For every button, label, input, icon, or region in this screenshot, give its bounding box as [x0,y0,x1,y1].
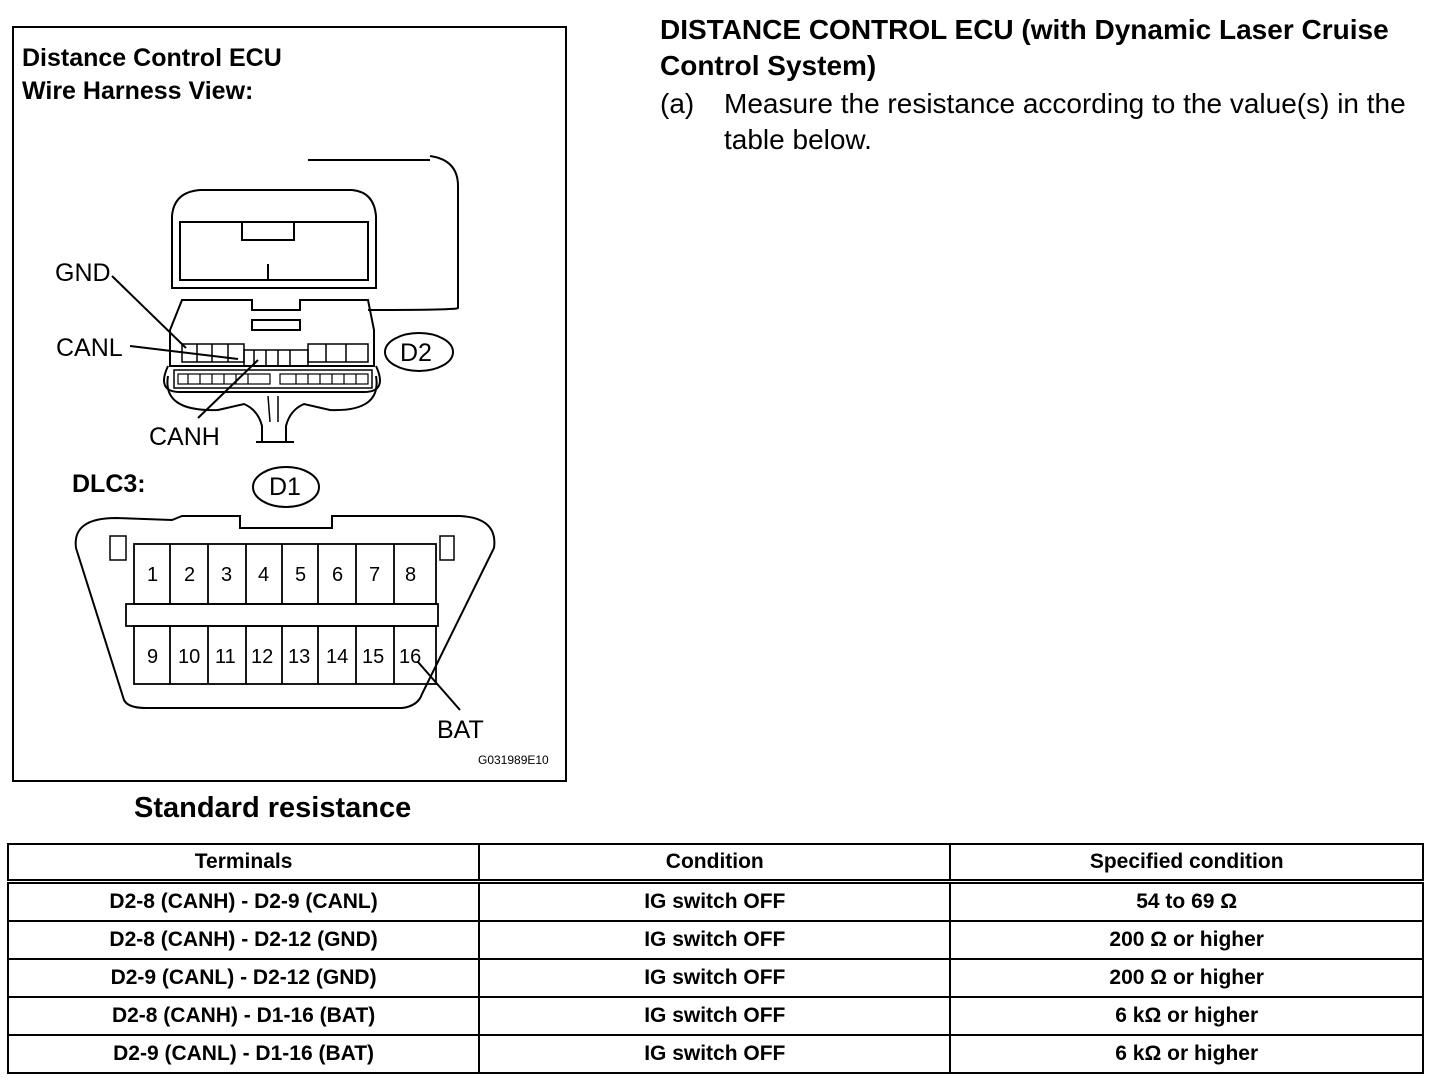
pin-7: 7 [369,564,381,586]
table-row [8,1035,1423,1073]
cell-specified: 6 kΩ or higher [950,997,1423,1035]
section-heading: DISTANCE CONTROL ECU (with Dynamic Laser Cruise Control System) [660,14,1389,81]
figure-title-line2: Wire Harness View: [22,77,254,105]
pin-8: 8 [405,564,417,586]
canh-label: CANH [149,423,220,451]
cell-terminals: D2-8 (CANH) - D2-9 (CANL) [8,882,479,922]
cell-condition: IG switch OFF [479,921,950,959]
pin-4: 4 [258,564,270,586]
header-specified-condition: Specified condition [950,844,1423,882]
pin-1: 1 [147,564,159,586]
cell-specified: 6 kΩ or higher [950,1035,1423,1073]
canl-leader [130,346,238,359]
pin-13: 13 [288,646,311,668]
table-row [8,959,1423,997]
pin-15: 15 [362,646,385,668]
d1-label: D1 [269,473,301,501]
cell-terminals: D2-9 (CANL) - D2-12 (GND) [8,959,479,997]
pin-12: 12 [251,646,274,668]
ecu-connector-d2 [170,300,374,366]
table-title: Standard resistance [134,792,412,824]
pin-14: 14 [326,646,349,668]
table-row [8,997,1423,1035]
figure-title [22,42,282,108]
bat-label: BAT [437,716,484,744]
cell-terminals: D2-8 (CANH) - D1-16 (BAT) [8,997,479,1035]
figure-title-line1: Distance Control ECU [22,44,282,72]
gnd-leader [112,276,186,348]
resistance-table [7,843,1424,1074]
cell-condition: IG switch OFF [479,959,950,997]
cell-condition: IG switch OFF [479,1035,950,1073]
step-text: Measure the resistance according to the value(s) in the table below. [724,88,1406,155]
pin-9: 9 [147,646,159,668]
cell-specified: 200 Ω or higher [950,921,1423,959]
canl-label: CANL [56,334,123,362]
cell-condition: IG switch OFF [479,997,950,1035]
figure-code: G031989E10 [478,753,549,767]
step-marker: (a) [660,88,695,119]
d2-label: D2 [400,339,432,367]
pin-2: 2 [184,564,196,586]
bat-leader [418,662,460,710]
cell-terminals: D2-8 (CANH) - D2-12 (GND) [8,921,479,959]
pin-10: 10 [178,646,201,668]
cell-terminals: D2-9 (CANL) - D1-16 (BAT) [8,1035,479,1073]
gnd-label: GND [55,259,111,287]
canh-leader [198,360,258,418]
cell-condition: IG switch OFF [479,882,950,922]
table-row [8,882,1423,922]
pin-3: 3 [221,564,233,586]
header-condition: Condition [479,844,950,882]
pin-11: 11 [215,646,236,668]
header-terminals: Terminals [8,844,479,882]
cell-specified: 54 to 69 Ω [950,882,1423,922]
table-header-row [8,844,1423,882]
cell-specified: 200 Ω or higher [950,959,1423,997]
table-row [8,921,1423,959]
pin-5: 5 [295,564,307,586]
pin-6: 6 [332,564,344,586]
harness-wire [308,156,458,310]
pin-16: 16 [399,646,422,668]
dlc3-label: DLC3: [72,470,146,498]
